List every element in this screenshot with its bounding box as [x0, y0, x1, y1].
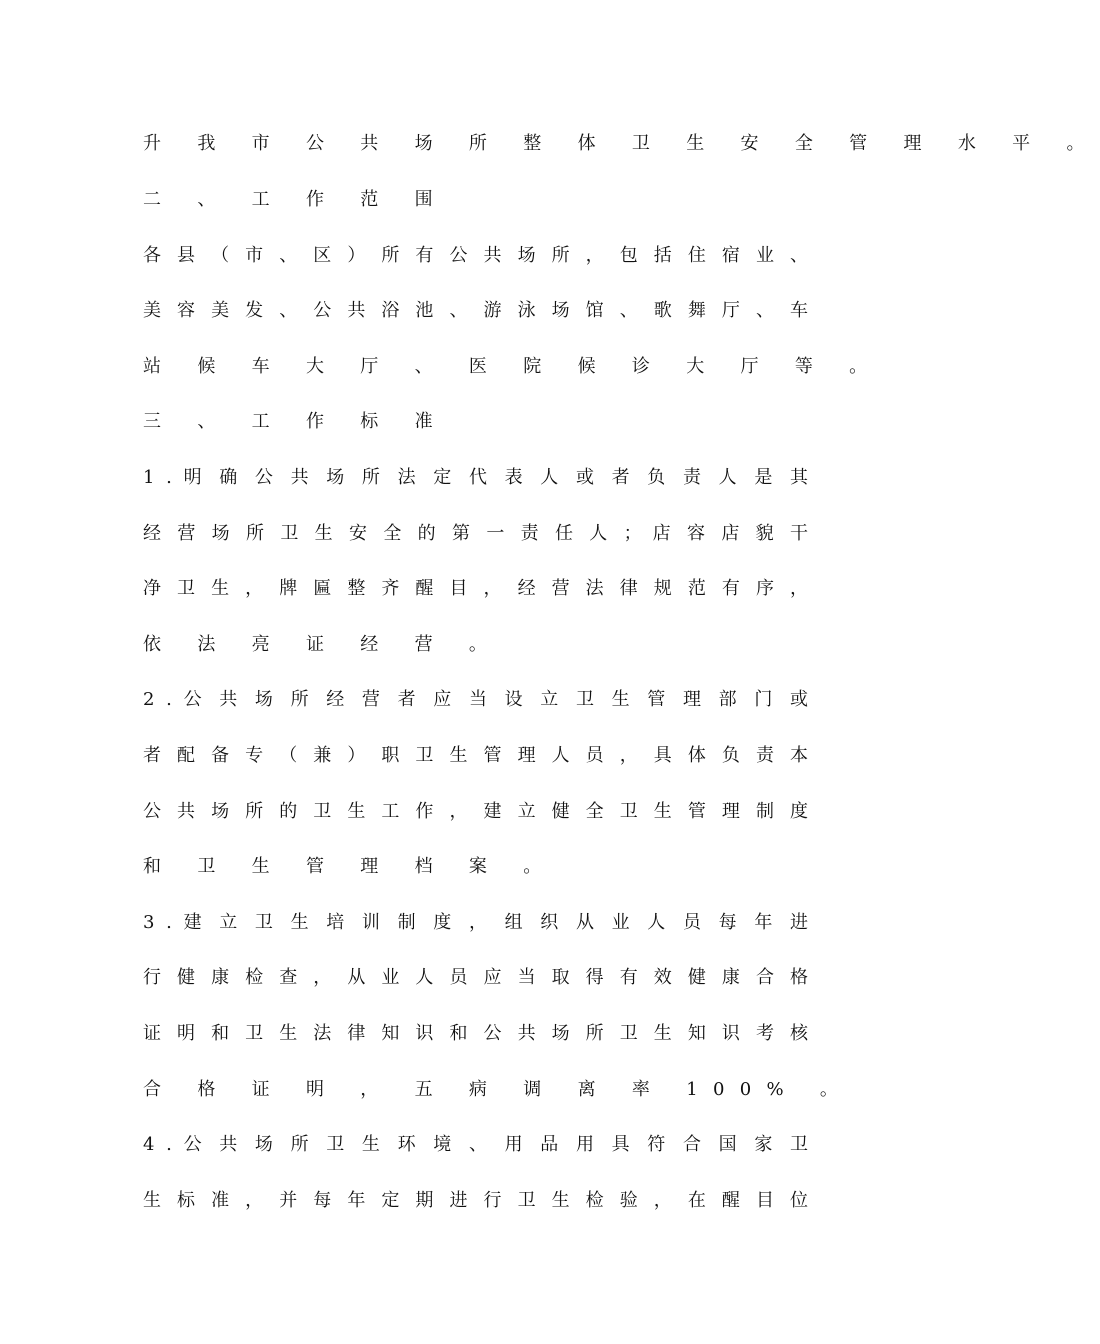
text-line-17: 证 明 和 卫 生 法 律 知 识 和 公 共 场 所 卫 生 知 识 考 核 [143, 1023, 808, 1044]
text-line-13: 公 共 场 所 的 卫 生 工 作 ， 建 立 健 全 卫 生 管 理 制 度 [143, 801, 808, 822]
text-line-8: 经 营 场 所 卫 生 安 全 的 第 一 责 任 人 ； 店 容 店 貌 干 [143, 523, 808, 544]
text-line-12: 者 配 备 专 （ 兼 ） 职 卫 生 管 理 人 员 ， 具 体 负 责 本 [143, 745, 808, 766]
section-heading-2: 二 、 工 作 范 围 [143, 189, 448, 210]
text-line-20: 生 标 准 ， 并 每 年 定 期 进 行 卫 生 检 验 ， 在 醒 目 位 [143, 1190, 808, 1211]
text-line-19: 4 . 公 共 场 所 卫 生 环 境 、 用 品 用 具 符 合 国 家 卫 [143, 1134, 808, 1155]
text-line-10: 依 法 亮 证 经 营 。 [143, 634, 503, 655]
text-line-15: 3 . 建 立 卫 生 培 训 制 度 ， 组 织 从 业 人 员 每 年 进 [143, 912, 808, 933]
text-line-4: 美 容 美 发 、 公 共 浴 池 、 游 泳 场 馆 、 歌 舞 厅 、 车 [143, 300, 808, 321]
section-heading-3: 三 、 工 作 标 准 [143, 411, 448, 432]
text-line-1: 升 我 市 公 共 场 所 整 体 卫 生 安 全 管 理 水 平 。 [143, 133, 1100, 154]
text-line-18: 合 格 证 明 ， 五 病 调 离 率 100% 。 [143, 1079, 854, 1100]
text-line-5: 站 候 车 大 厅 、 医 院 候 诊 大 厅 等 。 [143, 356, 883, 377]
text-line-3: 各 县 （ 市 、 区 ） 所 有 公 共 场 所 ， 包 括 住 宿 业 、 [143, 245, 808, 266]
text-line-16: 行 健 康 检 查 ， 从 业 人 员 应 当 取 得 有 效 健 康 合 格 [143, 967, 808, 988]
text-line-11: 2 . 公 共 场 所 经 营 者 应 当 设 立 卫 生 管 理 部 门 或 [143, 689, 808, 710]
text-line-14: 和 卫 生 管 理 档 案 。 [143, 856, 557, 877]
text-line-7: 1 . 明 确 公 共 场 所 法 定 代 表 人 或 者 负 责 人 是 其 [143, 467, 808, 488]
text-line-9: 净 卫 生 ， 牌 匾 整 齐 醒 目 ， 经 营 法 律 规 范 有 序 ， [143, 578, 808, 599]
